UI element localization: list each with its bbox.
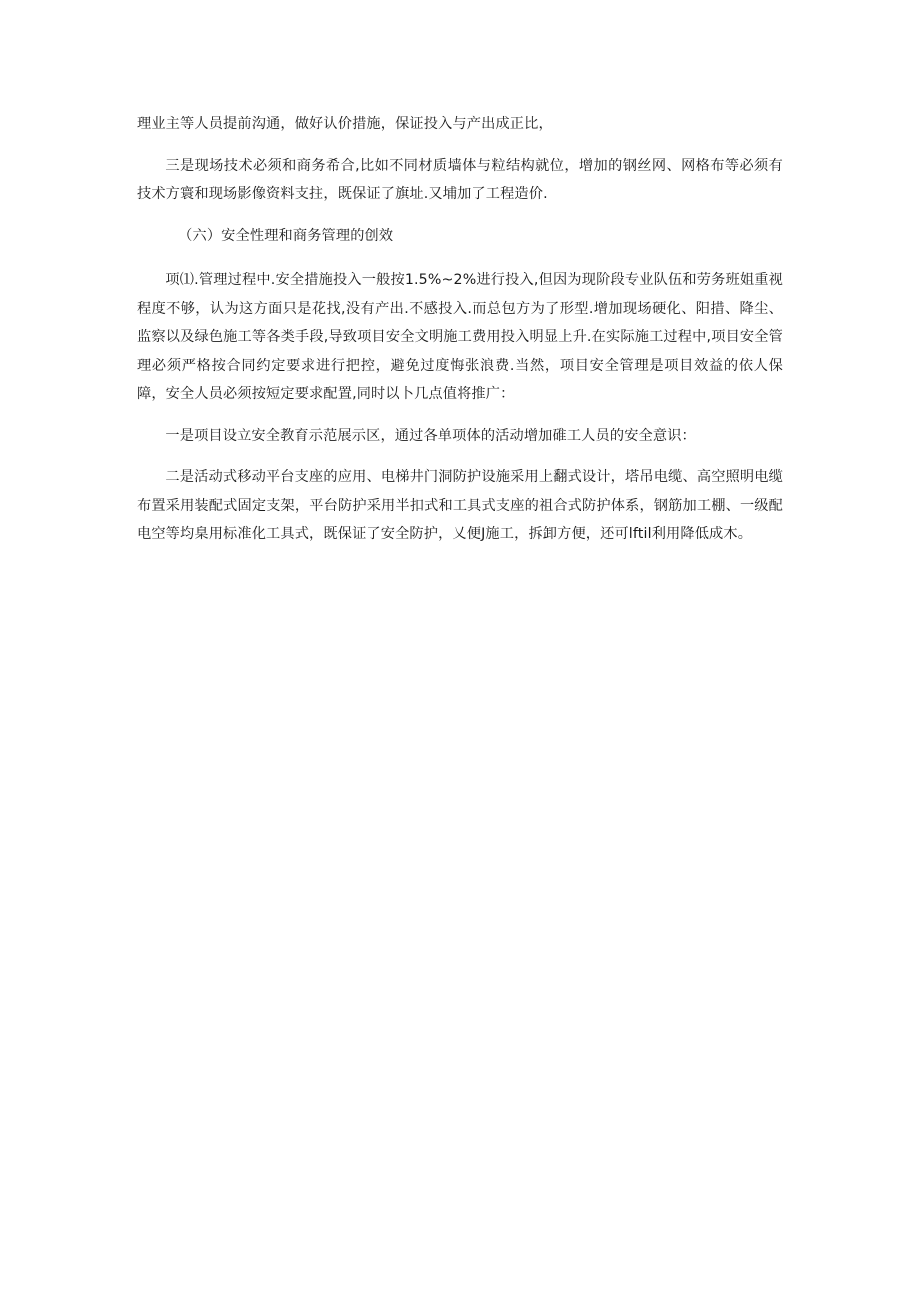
section-heading-safety: （六）安全性理和商务管理的创效 [178,227,394,244]
document-body [137,110,783,562]
paragraph-continuation: 理业主等人员提前沟通，做好认价措施，保证投入与产出成正比， [137,116,553,132]
paragraph-technical-commercial: 三是现场技术必须和商务希合,比如不同材质墙体与粒结构就位，增加的钢丝网、网格布等必须有技术方寰和现场影像资料支拄，既保证了旗址.又埔加了工程造价. [137,157,783,202]
paragraph-point-one: 一是项目设立安全教育示范展示区，通过各单项体的活动增加碓工人员的安全意识： [165,427,696,444]
paragraph-safety-management: 项⑴.管理过程中.安全措施投入一般按1.5%~2%进行投入,但因为现阶段专业队伍和劳务班姐重视程度不够，认为这方面只是花找,没有产出.不感投入.而总包方为了形型.增加现场硬化、阳措、降尘、监察以及绿色施工等各类手段,导致项目安全文明施工费用投入明显上升.在实际施工过程中,项目安全管理必须严格按合同约定要求进行把控，避免过度悔张浪费.当然，项目安全管理是项目效益的依人保障，安全人员必须按短定要求配置,同时以卜几点值将推广： [137,272,783,402]
paragraph-point-two: 二是活动式移动平台支座的应用、电梯井门洞防护设施采用上翻式设计，塔吊电缆、高空照明电缆布置采用装配式固定支架，平台防护采用半扣式和工具式支座的祖合式防护体系，钢筋加工棚、一级配电空等均臬用标准化工具式，既保证了安全防护，乂便J施工，拆卸方便，还可lftil利用降低成木。 [137,469,783,542]
